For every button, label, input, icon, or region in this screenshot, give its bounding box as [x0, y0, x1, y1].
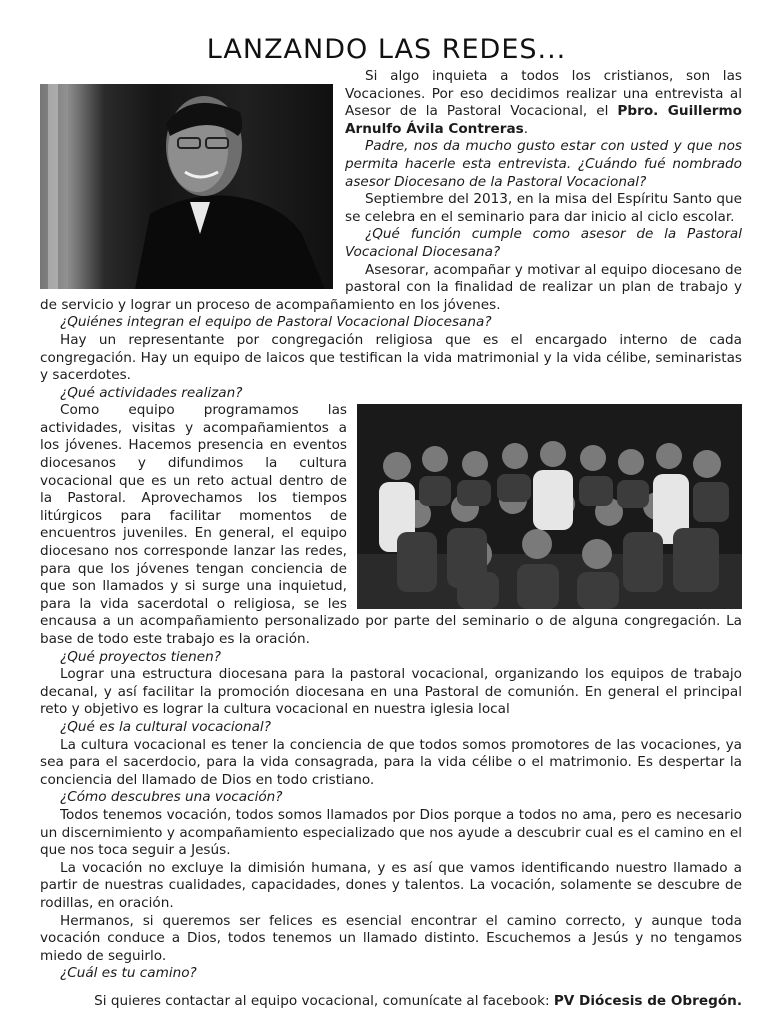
answer-9: Hermanos, si queremos ser felices es esencial encontrar el camino correcto, y aunque toda vocación conduce a Dios, todos tenemos un llamado distinto. Escuchemos a Jesús y no tengamos miedo de seguirlo. [40, 912, 742, 964]
article-title: LANZANDO LAS REDES... [206, 34, 567, 65]
answer-3: Hay un representante por congregación religiosa que es el encargado interno de cada congregación. Hay un equipo de laicos que testifican la vida matrimonial y la vida célibe, seminaristas y sacerdotes. [40, 331, 742, 384]
answer-6: La cultura vocacional es tener la conciencia de que todos somos promotores de las vocaciones, ya sea para el sacerdocio, para la vida consagrada, para la vida célibe o el matrimonio. Es despertar la conciencia del llamado de Dios en todo cristiano. [40, 736, 742, 788]
priest-portrait-photo [40, 84, 333, 289]
interview-article [40, 68, 742, 1010]
answer-1: Septiembre del 2013, en la misa del Espíritu Santo que se celebra en el seminario para dar inicio al ciclo escolar. [345, 191, 742, 225]
answer-4: Como equipo programamos las actividades, visitas y acompañamientos a los jóvenes. Hacemos presencia en eventos diocesanos y difundimos la cultura vocacional que es un reto actual dentro de la Pastoral. Aprovechamos los tiempos litúrgicos para facilitar momentos de encuentros juveniles. En general, el equipo diocesano nos corresponde lanzar las redes, para que los jóvenes tengan conciencia de que son llamados y si surge una inquietud, para la vida sacerdotal o religiosa, se les encausa a un acompañamiento personalizado por parte del seminario o de alguna congregación. La base de todo este trabajo es la oración. [40, 402, 742, 647]
question-4: ¿Qué actividades realizan? [60, 384, 243, 401]
question-5: ¿Qué proyectos tienen? [60, 648, 221, 665]
contact-line: Si quieres contactar al equipo vocacional, comunícate al facebook: PV Diócesis de Obregón. [94, 992, 742, 1009]
question-3: ¿Quiénes integran el equipo de Pastoral Vocacional Diocesana? [60, 314, 492, 331]
intro-paragraph: Si algo inquieta a todos los cristianos, son las Vocaciones. Por eso decidimos realizar una entrevista al Asesor de la Pastoral Vocacional, el Pbro. Guillermo Arnulfo Ávila Contreras. [345, 68, 742, 137]
answer-2: Asesorar, acompañar y motivar al equipo diocesano de pastoral con la finalidad de realizar un plan de trabajo y de servicio y lograr un proceso de acompañamiento en los jóvenes. [40, 261, 742, 313]
facebook-handle: PV Diócesis de Obregón. [553, 992, 742, 1009]
answer-5: Lograr una estructura diocesana para la pastoral vocacional, organizando los equipos de trabajo decanal, y así facilitar la promoción diocesana en una Pastoral de comunión. En general el principal reto y objetivo es lograr la cultura vocacional en nuestra iglesia local [40, 666, 742, 718]
question-8: ¿Cuál es tu camino? [60, 965, 197, 982]
question-7: ¿Cómo descubres una vocación? [60, 789, 283, 806]
answer-7: Todos tenemos vocación, todos somos llamados por Dios porque a todos no ama, pero es necesario un discernimiento y acompañamiento especializado que nos ayude a descubrir cual es el camino en el que nos toca seguir a Jesús. [40, 806, 742, 859]
answer-8: La vocación no excluye la dimisión humana, y es así que vamos identificando nuestro llamado a partir de nuestras cualidades, capacidades, dones y talentos. La vocación, solamente se descubre de rodillas, en oración. [40, 859, 742, 911]
question-6: ¿Qué es la cultural vocacional? [60, 718, 271, 735]
interviewee-name: Pbro. Guillermo Arnulfo Ávila Contreras [345, 103, 742, 137]
group-photo [357, 404, 742, 609]
question-1: Padre, nos da mucho gusto estar con usted y que nos permita hacerle esta entrevista. ¿Cuándo fué nombrado asesor Diocesano de la Pastoral Vocacional? [345, 138, 742, 190]
question-2: ¿Qué función cumple como asesor de la Pastoral Vocacional Diocesana? [345, 226, 742, 260]
